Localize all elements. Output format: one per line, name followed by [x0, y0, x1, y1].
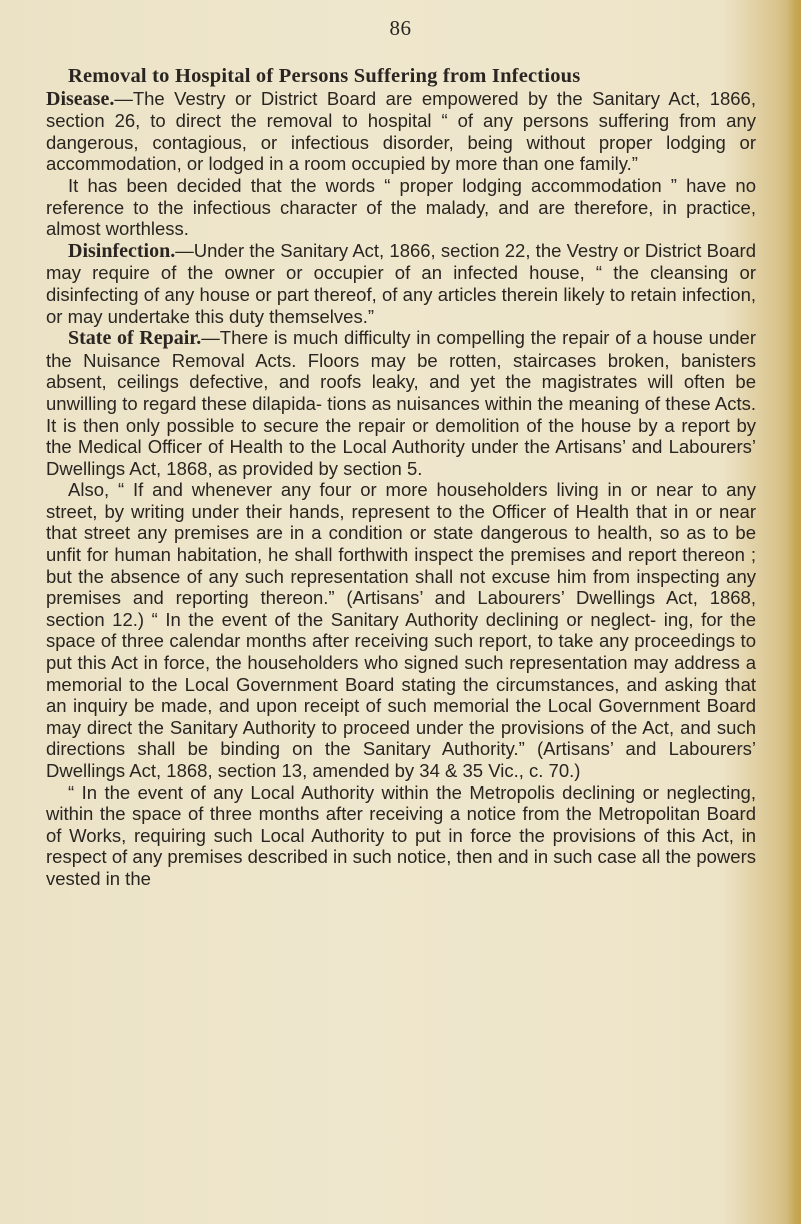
paragraph-text: —There is much difficulty in compelling the repair of a house under the Nuisance Removal Acts. Floors may be rotten, staircases broken, banisters absent, ceilings defective, and roofs leaky, and yet the magistrates will often be unwilling to regard these dilapida- tions as nuisances within the meaning of these Acts. It is then only possible to secure the repair or demolition of the house by a report by the Medical Officer of Health to the Local Authority under the Artisans’ and Labourers’ Dwellings Act, 1868, as provided by section 5. [46, 327, 756, 479]
paragraph-text: —Under the Sanitary Act, 1866, section 22, the Vestry or District Board may require of the owner or occupier of an infected house, “ the cleansing or disinfecting of any house or part thereof, of any articles therein likely to retain infection, or may undertake this duty themselves.” [46, 239, 756, 327]
run-in-heading-disinfection: Disinfection. [68, 239, 176, 262]
paragraph-text: Also, “ If and whenever any four or more householders living in or near to any street, by writing under their hands, represent to the Officer of Health that in or near that street any premises are in a condition or state dangerous to health, so as to be unfit for human habitation, he shall forthwith inspect the premises and report thereon ; but the absence of any such representation shall not excuse him from inspecting any premises and reporting thereon.” (Artisans’ and Labourers’ Dwellings Act, 1868, section 12.) “ In the event of the Sanitary Authority declining or neglect- ing, for the space of three calendar months after receiving such report, to take any proceedings to put this Act in force, the householders who signed such representation may address a memorial to the Local Government Board stating the circumstances, and asking that an inquiry be made, and upon receipt of such memorial the Local Government Board may direct the Sanitary Authority to proceed under the provisions of the Act, and such directions shall be binding on the Sanitary Authority.” (Artisans’ and Labourers’ Dwellings Act, 1868, section 13, amended by 34 & 35 Vic., c. 70.) [46, 479, 756, 781]
run-in-heading-state-of-repair: State of Repair. [68, 327, 202, 350]
page-edge-shadow [787, 0, 801, 1224]
run-in-heading-disease: Disease. [46, 87, 115, 110]
paragraph-state-of-repair [46, 327, 756, 479]
paragraph-disinfection [46, 240, 756, 327]
paragraph-removal-to-hospital [46, 66, 756, 175]
paragraph-proper-lodging [46, 175, 756, 240]
paragraph-householders [46, 479, 756, 781]
page-body [46, 66, 756, 890]
paragraph-text: “ In the event of any Local Authority within the Metropolis declining or neglecting, within the space of three months after receiving a notice from the Metropolitan Board of Works, requiring such Local Authority to put in force the provisions of this Act, in respect of any premises described in such notice, then and in such case all the powers vested in the [46, 781, 756, 889]
section-heading-removal-to-hospital: Removal to Hospital of Persons Suffering from Infectious [68, 65, 581, 87]
paragraph-metropolis [46, 782, 756, 890]
paragraph-text: —The Vestry or District Board are empowered by the Sanitary Act, 1866, section 26, to direct the removal to hospital “ of any persons suffering from any dangerous, contagious, or infectious disorder, being without proper lodging or accommodation, or lodged in a room occupied by more than one family.” [46, 87, 756, 175]
paragraph-text: It has been decided that the words “ proper lodging accommodation ” have no reference to the infectious character of the malady, and are therefore, in practice, almost worthless. [46, 174, 756, 240]
page-number: 86 [389, 16, 412, 40]
